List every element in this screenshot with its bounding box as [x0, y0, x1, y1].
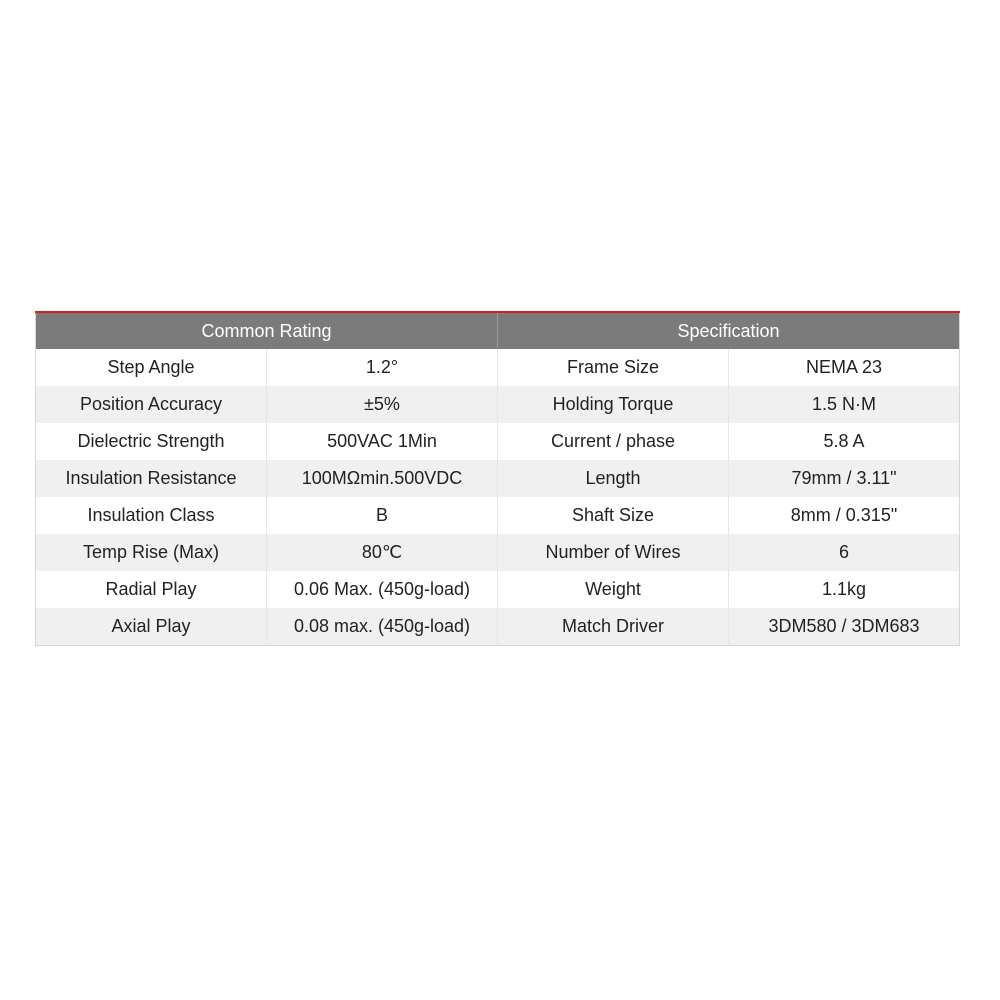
table-row: [36, 571, 960, 608]
rating-label: Insulation Class: [36, 497, 267, 534]
spec-label: Weight: [498, 571, 729, 608]
rating-value: B: [267, 497, 498, 534]
header-specification: Specification: [498, 313, 960, 349]
spec-value: NEMA 23: [729, 349, 960, 386]
spec-label: Current / phase: [498, 423, 729, 460]
spec-value: 5.8 A: [729, 423, 960, 460]
rating-label: Temp Rise (Max): [36, 534, 267, 571]
table-row: [36, 608, 960, 646]
rating-label: Radial Play: [36, 571, 267, 608]
table-row: [36, 497, 960, 534]
rating-value: ±5%: [267, 386, 498, 423]
spec-label: Frame Size: [498, 349, 729, 386]
rating-value: 0.08 max. (450g-load): [267, 608, 498, 646]
spec-label: Match Driver: [498, 608, 729, 646]
spec-value: 1.5 N·M: [729, 386, 960, 423]
rating-value: 80℃: [267, 534, 498, 571]
spec-table: [35, 313, 960, 646]
spec-value: 8mm / 0.315": [729, 497, 960, 534]
spec-label: Holding Torque: [498, 386, 729, 423]
spec-label: Shaft Size: [498, 497, 729, 534]
table-row: [36, 423, 960, 460]
spec-value: 3DM580 / 3DM683: [729, 608, 960, 646]
spec-label: Number of Wires: [498, 534, 729, 571]
rating-value: 1.2°: [267, 349, 498, 386]
table-header-row: [36, 313, 960, 349]
rating-value: 100MΩmin.500VDC: [267, 460, 498, 497]
table-row: [36, 460, 960, 497]
rating-label: Axial Play: [36, 608, 267, 646]
table-row: [36, 386, 960, 423]
spec-table-container: [35, 311, 960, 646]
rating-label: Position Accuracy: [36, 386, 267, 423]
rating-label: Dielectric Strength: [36, 423, 267, 460]
rating-value: 0.06 Max. (450g-load): [267, 571, 498, 608]
rating-label: Step Angle: [36, 349, 267, 386]
spec-value: 6: [729, 534, 960, 571]
rating-label: Insulation Resistance: [36, 460, 267, 497]
table-row: [36, 349, 960, 386]
table-row: [36, 534, 960, 571]
spec-label: Length: [498, 460, 729, 497]
spec-value: 1.1kg: [729, 571, 960, 608]
rating-value: 500VAC 1Min: [267, 423, 498, 460]
spec-value: 79mm / 3.11": [729, 460, 960, 497]
header-common-rating: Common Rating: [36, 313, 498, 349]
